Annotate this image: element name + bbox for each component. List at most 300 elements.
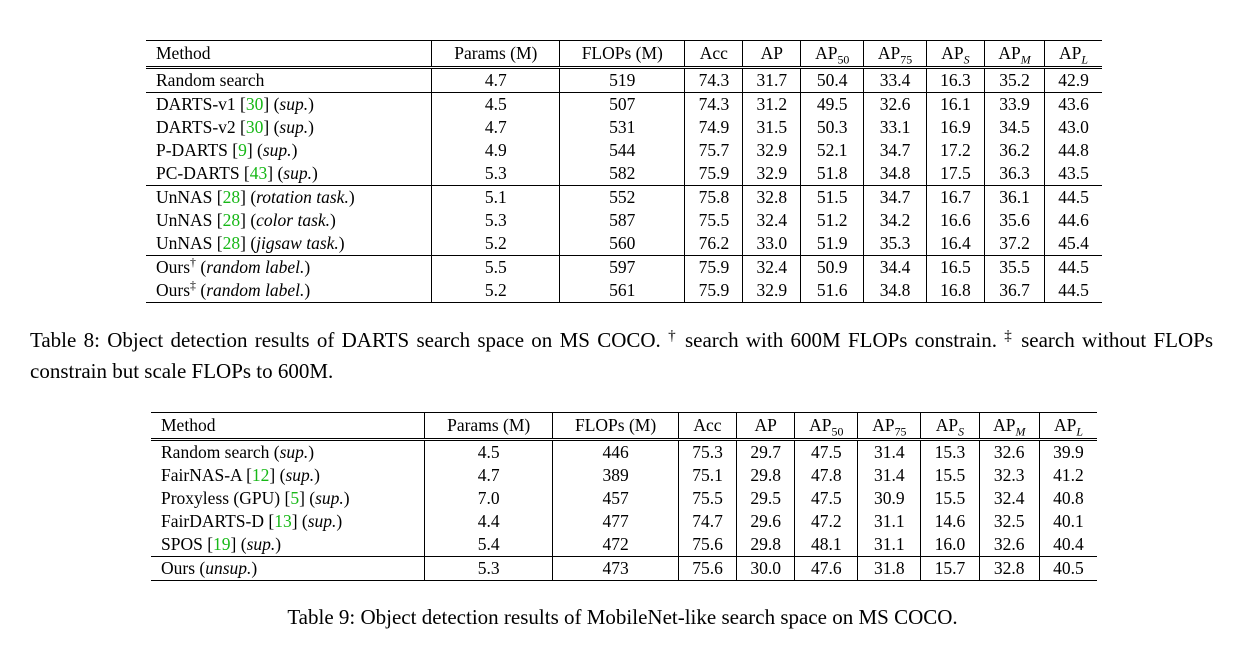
value-cell: 44.5 [1045, 279, 1102, 303]
bracket: ] [240, 232, 246, 253]
value-cell: 16.1 [926, 93, 984, 117]
value-cell: 44.6 [1045, 209, 1102, 232]
value-cell: 33.9 [984, 93, 1044, 117]
table-row [151, 487, 1097, 510]
value-cell: 44.5 [1045, 256, 1102, 280]
value-cell: 477 [553, 510, 679, 533]
value-cell: 40.8 [1039, 487, 1097, 510]
column-header-label: AP [754, 414, 777, 435]
column-header [864, 41, 927, 68]
bracket: ] [263, 93, 270, 114]
value-cell: 51.5 [801, 186, 864, 210]
paren: ( [245, 209, 257, 230]
column-header-label: AP [1059, 42, 1082, 63]
value-cell: 16.6 [926, 209, 984, 232]
bracket: ] [263, 116, 270, 137]
paren: ) [308, 441, 315, 462]
value-cell: 30.9 [858, 487, 921, 510]
value-cell: 31.7 [743, 68, 801, 93]
method-cell [146, 68, 432, 93]
column-header-label: AP [872, 414, 895, 435]
value-cell: 35.3 [864, 232, 927, 256]
method-cell [151, 533, 425, 557]
paren: ( [304, 487, 316, 508]
method-name: UnNAS [ [156, 232, 223, 253]
value-cell: 75.9 [685, 162, 743, 186]
citation-link: 43 [249, 162, 268, 183]
value-cell: 75.8 [685, 186, 743, 210]
value-cell: 473 [553, 557, 679, 581]
value-cell: 519 [560, 68, 685, 93]
column-header-label: AP [941, 42, 964, 63]
value-cell: 35.5 [984, 256, 1044, 280]
table-row [151, 510, 1097, 533]
value-cell: 389 [553, 464, 679, 487]
value-cell: 75.9 [685, 279, 743, 303]
value-cell: 47.2 [795, 510, 858, 533]
table-row [146, 209, 1102, 232]
value-cell: 32.3 [979, 464, 1039, 487]
method-cell [146, 116, 432, 139]
value-cell: 75.7 [685, 139, 743, 162]
value-cell: 31.4 [858, 464, 921, 487]
table-row [146, 232, 1102, 256]
paren: ) [304, 256, 311, 277]
value-cell: 40.4 [1039, 533, 1097, 557]
value-cell: 45.4 [1045, 232, 1102, 256]
value-cell: 42.9 [1045, 68, 1102, 93]
value-cell: 5.3 [432, 209, 560, 232]
method-note: rotation task. [256, 186, 349, 207]
value-cell: 29.6 [737, 510, 795, 533]
citation-link: 19 [213, 533, 231, 554]
column-header [1039, 413, 1097, 440]
value-cell: 5.3 [425, 557, 553, 581]
column-header [1045, 41, 1102, 68]
value-cell: 5.5 [432, 256, 560, 280]
method-name: UnNAS [ [156, 209, 223, 230]
header-row [151, 413, 1097, 440]
value-cell: 32.6 [979, 533, 1039, 557]
value-cell: 15.3 [921, 440, 979, 465]
column-header-subscript: 50 [831, 424, 844, 439]
value-cell: 33.4 [864, 68, 927, 93]
method-name: Random search [156, 69, 265, 90]
value-cell: 32.8 [743, 186, 801, 210]
value-cell: 43.0 [1045, 116, 1102, 139]
column-header-label: Acc [693, 414, 722, 435]
value-cell: 75.6 [678, 533, 736, 557]
value-cell: 50.9 [801, 256, 864, 280]
method-name: FairDARTS-D [ [161, 510, 275, 531]
method-note: sup. [285, 464, 315, 485]
column-header [801, 41, 864, 68]
table-row [146, 256, 1102, 280]
method-note: sup. [279, 441, 309, 462]
value-cell: 39.9 [1039, 440, 1097, 465]
table-row [146, 93, 1102, 117]
value-cell: 32.4 [979, 487, 1039, 510]
paren: ) [311, 162, 318, 183]
value-cell: 5.1 [432, 186, 560, 210]
value-cell: 29.7 [737, 440, 795, 465]
value-cell: 34.7 [864, 139, 927, 162]
table-row [146, 162, 1102, 186]
citation-link: 30 [245, 116, 264, 137]
column-header [858, 413, 921, 440]
column-header-label: FLOPs (M) [574, 414, 657, 435]
value-cell: 43.5 [1045, 162, 1102, 186]
paren: ( [269, 93, 280, 114]
bracket: ] [291, 510, 298, 531]
method-cell [146, 279, 432, 303]
table-row [146, 279, 1102, 303]
value-cell: 4.7 [432, 116, 560, 139]
value-cell: 32.4 [743, 209, 801, 232]
caption-text: Table 9: Object detection results of MobileNet-like search space on MS COCO. [287, 605, 958, 629]
column-header-label: AP [877, 42, 901, 63]
value-cell: 75.1 [678, 464, 736, 487]
table-row [151, 533, 1097, 557]
method-name: SPOS [ [161, 533, 214, 554]
paren: ( [273, 162, 284, 183]
bracket: ] [267, 162, 274, 183]
value-cell: 7.0 [425, 487, 553, 510]
method-cell [146, 232, 432, 256]
value-cell: 32.9 [743, 162, 801, 186]
value-cell: 51.6 [801, 279, 864, 303]
paren: ( [195, 256, 207, 277]
value-cell: 34.5 [984, 116, 1044, 139]
value-cell: 40.5 [1039, 557, 1097, 581]
column-header [737, 413, 795, 440]
column-header-subscript: 50 [837, 52, 850, 67]
method-name: Ours [156, 256, 191, 277]
value-cell: 17.2 [926, 139, 984, 162]
column-header-label: FLOPs (M) [581, 42, 663, 63]
value-cell: 34.7 [864, 186, 927, 210]
value-cell: 31.8 [858, 557, 921, 581]
method-cell [151, 510, 425, 533]
method-note: sup. [315, 487, 344, 508]
paren: ( [195, 557, 206, 578]
table-row [146, 186, 1102, 210]
column-header [553, 413, 679, 440]
table-row [151, 557, 1097, 581]
table-row [146, 139, 1102, 162]
column-header-subscript: S [963, 52, 970, 67]
column-header [685, 41, 743, 68]
paren: ( [275, 464, 286, 485]
paren: ( [245, 232, 257, 253]
paren: ) [343, 487, 350, 508]
column-header-label: Method [161, 414, 216, 435]
method-cell [146, 93, 432, 117]
paren: ( [269, 116, 280, 137]
method-note: random label. [206, 256, 305, 277]
value-cell: 74.7 [678, 510, 736, 533]
value-cell: 31.2 [743, 93, 801, 117]
method-cell [151, 487, 425, 510]
value-cell: 37.2 [984, 232, 1044, 256]
method-name: DARTS-v2 [ [156, 116, 246, 137]
value-cell: 16.9 [926, 116, 984, 139]
column-header-subscript: 75 [900, 52, 913, 67]
value-cell: 32.6 [979, 440, 1039, 465]
caption-text: search with 600M FLOPs constrain. [677, 328, 997, 352]
value-cell: 75.6 [678, 557, 736, 581]
method-cell [146, 186, 432, 210]
value-cell: 32.8 [979, 557, 1039, 581]
value-cell: 36.1 [984, 186, 1044, 210]
value-cell: 76.2 [685, 232, 743, 256]
value-cell: 552 [560, 186, 685, 210]
method-note: sup. [279, 93, 309, 114]
value-cell: 15.7 [921, 557, 979, 581]
table-9 [151, 412, 1097, 581]
method-name: Ours [161, 557, 196, 578]
double-dagger-symbol: ‡ [1004, 328, 1014, 344]
column-header-label: AP [809, 414, 832, 435]
value-cell: 49.5 [801, 93, 864, 117]
method-name: Proxyless (GPU) [ [161, 487, 291, 508]
column-header [795, 413, 858, 440]
method-note: sup. [246, 533, 276, 554]
table-8-caption [30, 326, 1213, 385]
column-header-subscript: M [1015, 424, 1026, 439]
value-cell: 472 [553, 533, 679, 557]
value-cell: 5.4 [425, 533, 553, 557]
table-8 [146, 40, 1102, 303]
paren: ) [348, 186, 355, 207]
value-cell: 34.8 [864, 162, 927, 186]
column-header-label: Params (M) [454, 42, 538, 63]
paren: ( [269, 441, 280, 462]
method-cell [146, 139, 432, 162]
value-cell: 31.4 [858, 440, 921, 465]
value-cell: 33.1 [864, 116, 927, 139]
value-cell: 75.3 [678, 440, 736, 465]
value-cell: 16.5 [926, 256, 984, 280]
value-cell: 48.1 [795, 533, 858, 557]
value-cell: 15.5 [921, 487, 979, 510]
value-cell: 36.7 [984, 279, 1044, 303]
method-note: color task. [256, 209, 331, 230]
column-header-label: AP [998, 42, 1021, 63]
column-header-label: Params (M) [447, 414, 531, 435]
column-header-subscript: S [958, 424, 965, 439]
value-cell: 5.2 [432, 232, 560, 256]
value-cell: 587 [560, 209, 685, 232]
method-symbol: † [190, 254, 196, 269]
value-cell: 47.8 [795, 464, 858, 487]
value-cell: 31.5 [743, 116, 801, 139]
table-row [151, 464, 1097, 487]
citation-link: 9 [238, 139, 247, 160]
method-name: DARTS-v1 [ [156, 93, 246, 114]
value-cell: 75.5 [678, 487, 736, 510]
paren: ) [304, 279, 311, 300]
table-row [151, 440, 1097, 465]
value-cell: 75.5 [685, 209, 743, 232]
method-note: sup. [262, 139, 292, 160]
column-header [984, 41, 1044, 68]
method-note: sup. [283, 162, 312, 183]
value-cell: 507 [560, 93, 685, 117]
citation-link: 5 [290, 487, 300, 508]
method-symbol: ‡ [190, 277, 196, 292]
value-cell: 16.4 [926, 232, 984, 256]
citation-link: 13 [274, 510, 292, 531]
value-cell: 51.8 [801, 162, 864, 186]
paren: ) [336, 510, 343, 531]
column-header-label: AP [993, 414, 1016, 435]
value-cell: 4.4 [425, 510, 553, 533]
method-note: unsup. [205, 557, 252, 578]
value-cell: 32.5 [979, 510, 1039, 533]
column-header-label: AP [815, 42, 838, 63]
citation-link: 12 [251, 464, 270, 485]
column-header [425, 413, 553, 440]
column-header [560, 41, 685, 68]
value-cell: 5.2 [432, 279, 560, 303]
paren: ) [338, 232, 345, 253]
paren: ) [308, 116, 314, 137]
method-note: random label. [206, 279, 305, 300]
header-row [146, 41, 1102, 68]
table-row [146, 116, 1102, 139]
value-cell: 597 [560, 256, 685, 280]
method-note: sup. [279, 116, 309, 137]
value-cell: 16.7 [926, 186, 984, 210]
column-header-label: Method [156, 42, 211, 63]
value-cell: 4.5 [432, 93, 560, 117]
value-cell: 34.8 [864, 279, 927, 303]
value-cell: 33.0 [743, 232, 801, 256]
column-header [678, 413, 736, 440]
paren: ( [252, 139, 263, 160]
bracket: ] [240, 186, 246, 207]
method-note: sup. [307, 510, 337, 531]
method-cell [151, 440, 425, 465]
value-cell: 29.5 [737, 487, 795, 510]
column-header [921, 413, 979, 440]
value-cell: 32.4 [743, 256, 801, 280]
value-cell: 40.1 [1039, 510, 1097, 533]
paren: ( [236, 533, 247, 554]
caption-text: Table 8: Object detection results of DARTS search space on MS COCO. [30, 328, 661, 352]
column-header-label: AP [760, 42, 784, 63]
value-cell: 47.5 [795, 440, 858, 465]
value-cell: 4.9 [432, 139, 560, 162]
value-cell: 16.0 [921, 533, 979, 557]
value-cell: 74.3 [685, 68, 743, 93]
value-cell: 47.6 [795, 557, 858, 581]
value-cell: 544 [560, 139, 685, 162]
value-cell: 4.7 [425, 464, 553, 487]
value-cell: 41.2 [1039, 464, 1097, 487]
method-name: UnNAS [ [156, 186, 223, 207]
paren: ( [195, 279, 207, 300]
method-name: FairNAS-A [ [161, 464, 252, 485]
value-cell: 5.3 [432, 162, 560, 186]
value-cell: 34.4 [864, 256, 927, 280]
column-header-label: AP [935, 414, 959, 435]
dagger-symbol: † [668, 328, 678, 344]
value-cell: 75.9 [685, 256, 743, 280]
column-header [926, 41, 984, 68]
column-header-label: AP [1053, 414, 1077, 435]
bracket: ] [240, 209, 246, 230]
citation-link: 28 [222, 186, 241, 207]
value-cell: 31.1 [858, 533, 921, 557]
value-cell: 44.8 [1045, 139, 1102, 162]
value-cell: 52.1 [801, 139, 864, 162]
paren: ) [251, 557, 258, 578]
method-name: P-DARTS [ [156, 139, 239, 160]
caption-text: search without FLOPs constrain but scale FLOPs to 600M. [30, 328, 1214, 383]
value-cell: 35.6 [984, 209, 1044, 232]
citation-link: 30 [245, 93, 264, 114]
method-cell [146, 162, 432, 186]
paren: ) [308, 93, 314, 114]
value-cell: 4.7 [432, 68, 560, 93]
column-header-subscript: L [1076, 424, 1083, 439]
value-cell: 44.5 [1045, 186, 1102, 210]
method-name: Random search [161, 441, 270, 462]
value-cell: 561 [560, 279, 685, 303]
value-cell: 16.3 [926, 68, 984, 93]
paren: ) [291, 139, 298, 160]
value-cell: 32.6 [864, 93, 927, 117]
column-header [432, 41, 560, 68]
value-cell: 31.1 [858, 510, 921, 533]
value-cell: 457 [553, 487, 679, 510]
value-cell: 29.8 [737, 464, 795, 487]
column-header [151, 413, 425, 440]
citation-link: 28 [222, 209, 241, 230]
table-9-caption [0, 603, 1245, 631]
value-cell: 35.2 [984, 68, 1044, 93]
method-cell [151, 557, 425, 581]
method-cell [151, 464, 425, 487]
value-cell: 32.9 [743, 139, 801, 162]
method-cell [146, 209, 432, 232]
column-header-subscript: M [1020, 52, 1031, 67]
value-cell: 531 [560, 116, 685, 139]
value-cell: 43.6 [1045, 93, 1102, 117]
value-cell: 36.3 [984, 162, 1044, 186]
column-header [979, 413, 1039, 440]
value-cell: 446 [553, 440, 679, 465]
table-row [146, 68, 1102, 93]
value-cell: 74.3 [685, 93, 743, 117]
value-cell: 47.5 [795, 487, 858, 510]
value-cell: 50.4 [801, 68, 864, 93]
value-cell: 30.0 [737, 557, 795, 581]
value-cell: 50.3 [801, 116, 864, 139]
value-cell: 582 [560, 162, 685, 186]
value-cell: 51.9 [801, 232, 864, 256]
method-name: Ours [156, 279, 191, 300]
value-cell: 4.5 [425, 440, 553, 465]
column-header [743, 41, 801, 68]
method-note: jigsaw task. [256, 232, 339, 253]
column-header-subscript: 75 [894, 424, 907, 439]
paren: ) [275, 533, 282, 554]
method-cell [146, 256, 432, 280]
value-cell: 36.2 [984, 139, 1044, 162]
